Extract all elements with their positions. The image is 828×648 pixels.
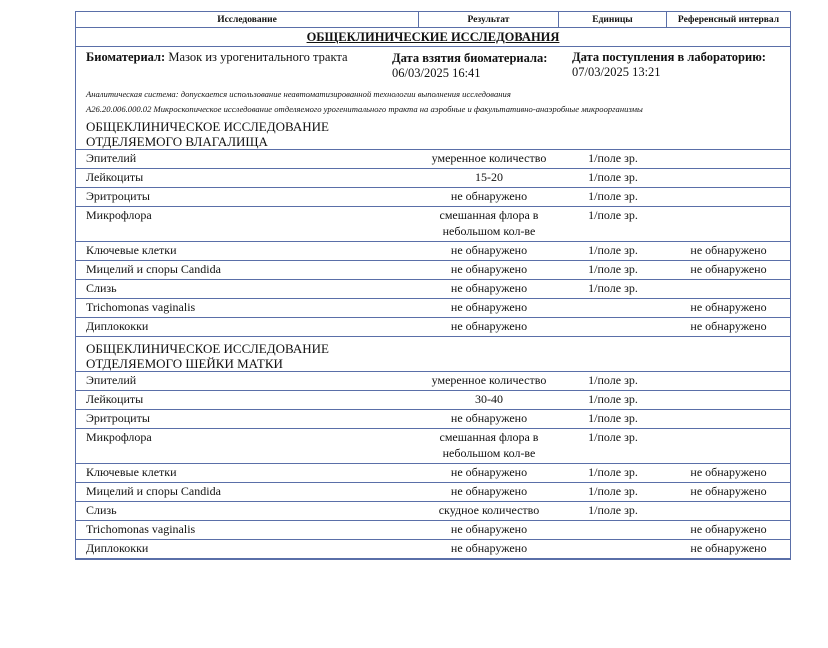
table-row xyxy=(76,150,790,169)
procedure-note: A26.20.006.000.02 Микроскопическое исследование отделяемого урогенитального тракта на аэробные и факультативно-анаэробные микроорганизмы xyxy=(86,104,643,114)
row-result: умеренное количество xyxy=(431,373,547,387)
row-units: 1/поле зр. xyxy=(588,151,638,165)
row-reference: не обнаружено xyxy=(690,243,767,257)
table-row xyxy=(76,464,790,483)
row-reference xyxy=(667,207,790,241)
row-test-name: Диплококки xyxy=(86,541,149,555)
row-result: скудное количество xyxy=(438,503,540,517)
section-title-line1: ОБЩЕКЛИНИЧЕСКОЕ ИССЛЕДОВАНИЕ xyxy=(86,119,329,134)
row-result: 15-20 xyxy=(475,170,503,184)
row-result: не обнаружено xyxy=(450,300,528,314)
row-result: не обнаружено xyxy=(450,411,528,425)
row-result: не обнаружено xyxy=(450,522,528,536)
row-reference: не обнаружено xyxy=(690,262,767,276)
row-test-name: Ключевые клетки xyxy=(86,243,177,257)
collection-date-label: Дата взятия биоматериала: xyxy=(392,51,548,65)
header-reference: Референсный интервал xyxy=(677,15,780,25)
table-row xyxy=(76,521,790,540)
table-row xyxy=(76,280,790,299)
table-row xyxy=(76,207,790,242)
row-units: 1/поле зр. xyxy=(588,243,638,257)
section-title-line2: ОТДЕЛЯЕМОГО ВЛАГАЛИЩА xyxy=(86,134,268,149)
row-reference xyxy=(667,391,790,409)
row-result: не обнаружено xyxy=(450,541,528,555)
row-test-name: Эритроциты xyxy=(86,411,150,425)
table-row xyxy=(76,299,790,318)
row-units: 1/поле зр. xyxy=(588,484,638,498)
row-units xyxy=(559,318,667,336)
row-units xyxy=(559,540,667,558)
row-test-name: Эпителий xyxy=(86,151,137,165)
table-row xyxy=(76,169,790,188)
row-result: не обнаружено xyxy=(450,319,528,333)
header-result: Результат xyxy=(419,12,559,27)
row-units: 1/поле зр. xyxy=(588,189,638,203)
row-reference: не обнаружено xyxy=(690,319,767,333)
row-units: 1/поле зр. xyxy=(588,392,638,406)
section-title-line2: ОТДЕЛЯЕМОГО ШЕЙКИ МАТКИ xyxy=(86,356,283,371)
row-result: не обнаружено xyxy=(450,243,528,257)
row-test-name: Ключевые клетки xyxy=(86,465,177,479)
row-reference xyxy=(667,410,790,428)
row-result: смешанная флора в небольшом кол-ве xyxy=(439,430,539,460)
table-row xyxy=(76,318,790,337)
table-row xyxy=(76,410,790,429)
row-reference: не обнаружено xyxy=(690,484,767,498)
row-units: 1/поле зр. xyxy=(588,281,638,295)
row-test-name: Эритроциты xyxy=(86,189,150,203)
row-result: не обнаружено xyxy=(450,465,528,479)
row-units xyxy=(559,521,667,539)
section-title xyxy=(76,337,790,372)
report-title: ОБЩЕКЛИНИЧЕСКИЕ ИССЛЕДОВАНИЯ xyxy=(76,28,790,47)
table-row xyxy=(76,540,790,559)
row-result: не обнаружено xyxy=(450,262,528,276)
row-reference xyxy=(667,188,790,206)
row-units: 1/поле зр. xyxy=(588,411,638,425)
row-result: 30-40 xyxy=(475,392,503,406)
biomaterial xyxy=(86,50,348,65)
row-units: 1/поле зр. xyxy=(588,262,638,276)
table-row xyxy=(76,372,790,391)
row-reference xyxy=(667,429,790,463)
table-row xyxy=(76,242,790,261)
row-reference: не обнаружено xyxy=(690,541,767,555)
collection-date-value: 06/03/2025 16:41 xyxy=(392,66,481,80)
row-units: 1/поле зр. xyxy=(588,170,638,184)
section-title xyxy=(76,115,790,150)
row-result: умеренное количество xyxy=(431,151,547,165)
table-row xyxy=(76,261,790,280)
lab-report xyxy=(75,11,791,560)
received-date-value: 07/03/2025 13:21 xyxy=(572,65,661,79)
row-units: 1/поле зр. xyxy=(588,208,638,222)
row-test-name: Диплококки xyxy=(86,319,149,333)
section-title-line1: ОБЩЕКЛИНИЧЕСКОЕ ИССЛЕДОВАНИЕ xyxy=(86,341,329,356)
row-reference xyxy=(667,372,790,390)
row-result: не обнаружено xyxy=(450,189,528,203)
received-date-label: Дата поступления в лабораторию: xyxy=(572,50,766,64)
row-result: смешанная флора в небольшом кол-ве xyxy=(439,208,539,238)
row-reference xyxy=(667,502,790,520)
row-result: не обнаружено xyxy=(450,281,528,295)
row-reference: не обнаружено xyxy=(690,465,767,479)
row-reference: не обнаружено xyxy=(690,522,767,536)
row-reference xyxy=(667,150,790,168)
report-body xyxy=(75,28,791,560)
row-units: 1/поле зр. xyxy=(588,503,638,517)
table-row xyxy=(76,502,790,521)
row-units: 1/поле зр. xyxy=(588,465,638,479)
table-row xyxy=(76,391,790,410)
row-test-name: Лейкоциты xyxy=(86,392,144,406)
row-test-name: Trichomonas vaginalis xyxy=(86,522,196,536)
header-test: Исследование xyxy=(76,12,419,27)
specimen-info xyxy=(76,47,790,87)
table-header xyxy=(75,11,791,28)
row-test-name: Trichomonas vaginalis xyxy=(86,300,196,314)
header-units: Единицы xyxy=(559,12,667,27)
row-test-name: Слизь xyxy=(86,503,117,517)
row-test-name: Лейкоциты xyxy=(86,170,144,184)
row-units xyxy=(559,299,667,317)
analytic-system-note: Аналитическая система: допускается использование неавтоматизированной технологии выполнения исследования xyxy=(86,89,511,99)
row-test-name: Слизь xyxy=(86,281,117,295)
row-test-name: Эпителий xyxy=(86,373,137,387)
row-result: не обнаружено xyxy=(450,484,528,498)
table-row xyxy=(76,429,790,464)
biomaterial-label: Биоматериал: xyxy=(86,50,166,64)
row-units: 1/поле зр. xyxy=(588,373,638,387)
collection-date xyxy=(392,51,547,81)
row-test-name: Мицелий и споры Candida xyxy=(86,262,221,276)
table-row xyxy=(76,483,790,502)
row-test-name: Мицелий и споры Candida xyxy=(86,484,221,498)
received-date xyxy=(572,50,766,80)
row-test-name: Микрофлора xyxy=(86,430,152,444)
row-units: 1/поле зр. xyxy=(588,430,638,444)
row-test-name: Микрофлора xyxy=(86,208,152,222)
row-reference: не обнаружено xyxy=(690,300,767,314)
table-row xyxy=(76,188,790,207)
biomaterial-value: Мазок из урогенитального тракта xyxy=(168,50,348,64)
row-reference xyxy=(667,169,790,187)
row-reference xyxy=(667,280,790,298)
